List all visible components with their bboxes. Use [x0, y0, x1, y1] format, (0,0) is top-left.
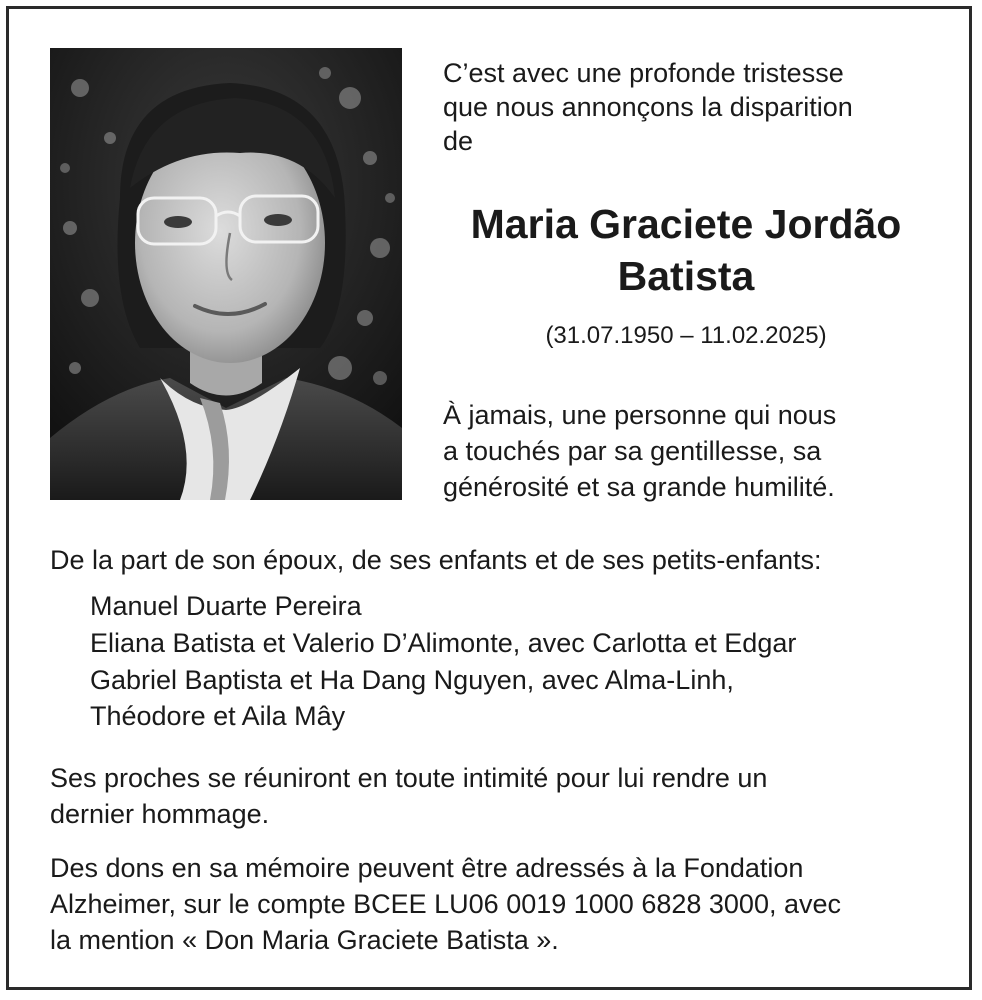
family-member-line: Théodore et Aila Mây	[90, 701, 346, 731]
gathering-notice	[50, 760, 940, 832]
intro-line: que nous annonçons la disparition	[443, 92, 853, 122]
intro-line: de	[443, 126, 474, 156]
family-member-line: Gabriel Baptista et Ha Dang Nguyen, avec Alma-Linh,	[90, 665, 734, 695]
donations-notice	[50, 850, 940, 958]
donations-line: la mention « Don Maria Graciete Batista ».	[50, 925, 559, 955]
portrait-photo	[50, 48, 402, 500]
tribute-line: a touchés par sa gentillesse, sa	[443, 436, 822, 466]
deceased-name	[430, 198, 942, 302]
family-intro: De la part de son époux, de ses enfants et de ses petits-enfants:	[50, 545, 822, 575]
name-line: Maria Graciete Jordão	[470, 201, 902, 247]
intro-line: C’est avec une profonde tristesse	[443, 58, 844, 88]
life-dates: (31.07.1950 – 11.02.2025)	[545, 322, 827, 349]
family-member-line: Eliana Batista et Valerio D’Alimonte, avec Carlotta et Edgar	[90, 628, 797, 658]
family-member	[90, 662, 950, 734]
tribute-text	[443, 397, 933, 505]
family-member	[90, 625, 950, 661]
name-line: Batista	[617, 253, 755, 299]
family-member	[90, 588, 950, 624]
tribute-line: À jamais, une personne qui nous	[443, 400, 837, 430]
donations-line: Des dons en sa mémoire peuvent être adressés à la Fondation	[50, 853, 804, 883]
tribute-line: générosité et sa grande humilité.	[443, 472, 835, 502]
family-member-line: Manuel Duarte Pereira	[90, 591, 362, 621]
announcement-intro	[443, 56, 933, 158]
gathering-line: Ses proches se réuniront en toute intimité pour lui rendre un	[50, 763, 768, 793]
family-list	[90, 588, 950, 735]
gathering-line: dernier hommage.	[50, 799, 270, 829]
donations-line: Alzheimer, sur le compte BCEE LU06 0019 1000 6828 3000, avec	[50, 889, 841, 919]
